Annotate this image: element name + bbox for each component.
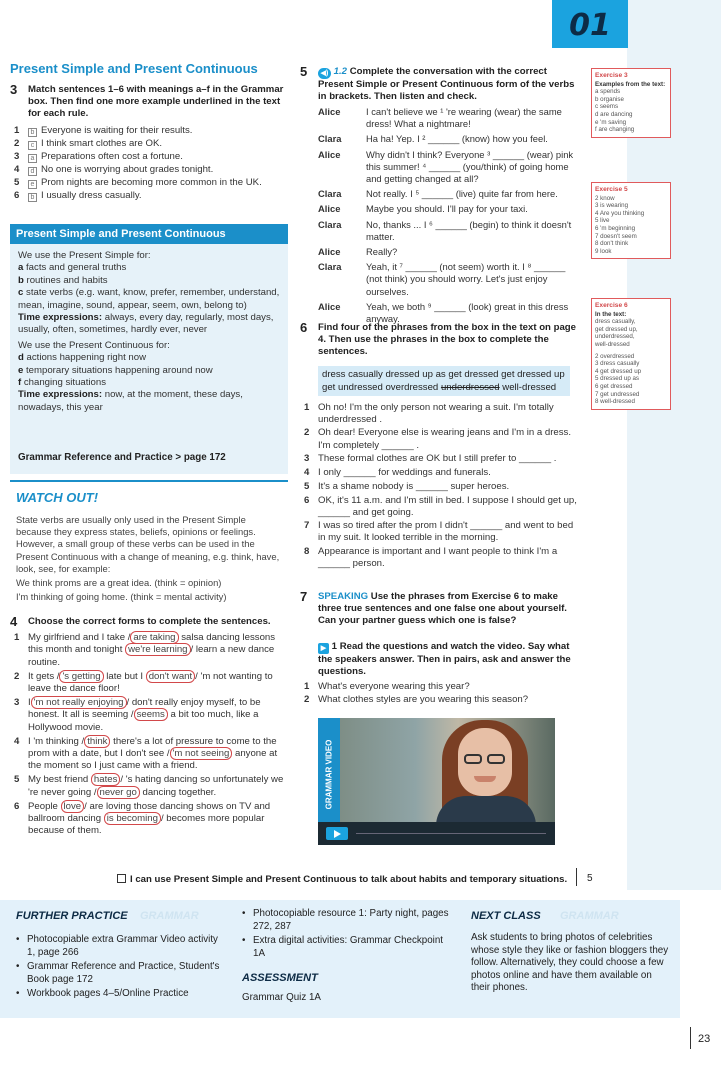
exercise-item	[300, 467, 580, 480]
answer-line: 7 get undressed	[595, 390, 640, 398]
answer-box-exercise-6: Exercise 6 In the text: dress casually, get dressed up, underdressed, well-dressed 2 overdressed 3 dress casually 4 get dressed up 5 dressed up as 6 get dressed 7 get undressed 8 well-dressed	[591, 298, 671, 410]
item-text: My best friend	[28, 774, 91, 786]
item-text: I usually dress casually.	[41, 189, 142, 201]
watch-out-text: State verbs are usually only used in the Present Simple because they express states, beliefs, opinions or feelings. However, a small group of these verbs can be used in the Present Continuous with a change of meaning, e.g. think, have, look, see, for example: We think proms are a great idea. (think = opinion) I'm thinking of going home. (think = mental activity)	[16, 514, 282, 603]
item-number: 8	[304, 545, 310, 557]
grammar-rule-f: f changing situations	[18, 377, 107, 389]
item-number: 7	[304, 520, 310, 532]
watch-out-example-1: We think proms are a great idea. (think = opinion)	[16, 577, 222, 589]
item-number: 1	[304, 402, 310, 413]
exercise-item	[300, 453, 580, 466]
play-icon[interactable]	[326, 827, 348, 840]
answer-box[interactable]: b	[28, 128, 37, 137]
exercise-item	[10, 671, 290, 695]
list-item: • Photocopiable extra Grammar Video activity 1, page 266	[16, 934, 226, 959]
further-practice-title: FURTHER PRACTICE	[16, 910, 128, 922]
item-text: It gets /	[28, 670, 60, 682]
grammar-video-player[interactable]	[318, 718, 555, 845]
circled-answer[interactable]: are taking	[130, 631, 178, 644]
item-text: dancing together.	[139, 786, 217, 798]
exercise-instruction: ◀) 1.2 Complete the conversation with the correct Present Simple or Present Continuous form of the verbs in brackets. Then listen and check.	[318, 66, 575, 103]
exercise-item	[10, 697, 290, 734]
item-text: These formal clothes are OK but I still prefer to ______ .	[318, 452, 557, 464]
answer-line: 2 know	[595, 194, 615, 202]
item-number: 2	[304, 427, 310, 439]
speaker-name: Clara	[318, 188, 342, 200]
item-number: 4	[304, 466, 310, 478]
item-text: there's a lot of pressure to come to the prom with a date, but I don't see /	[28, 735, 277, 760]
exercise-item	[10, 151, 288, 164]
item-text: Oh no! I'm the only person not wearing a suit. I'm totally underdressed .	[318, 402, 554, 426]
exercise-item	[10, 736, 290, 773]
exercise-item	[10, 774, 290, 798]
dialogue-line	[318, 203, 580, 215]
circled-answer[interactable]: seems	[134, 708, 168, 721]
exercise-item	[300, 481, 580, 494]
dialogue-text: Maybe you should. I'll pay for your taxi.	[366, 203, 528, 215]
dialogue-line	[318, 149, 580, 186]
answer-line: 4 Are you thinking	[595, 209, 645, 217]
answer-line: 8 well-dressed	[595, 398, 635, 406]
exercise-item	[300, 402, 580, 426]
answer-line: b organise	[595, 95, 624, 103]
watch-out-example-2: I'm thinking of going home. (think = mental activity)	[16, 591, 227, 603]
audio-track: 1.2	[333, 66, 348, 77]
item-number: 2	[14, 670, 20, 682]
dialogue-text: Not really. I ⁵ ______ (live) quite far from here.	[366, 188, 558, 200]
answer-box[interactable]: d	[28, 167, 37, 176]
item-text: No one is worrying about grades tonight.	[41, 163, 214, 175]
grammar-reference-link[interactable]: Grammar Reference and Practice > page 172	[18, 452, 226, 463]
answer-line: e 'm saving	[595, 118, 627, 126]
list-item: • Workbook pages 4–5/Online Practice	[16, 988, 226, 1001]
dialogue-text: Really?	[366, 246, 398, 258]
answer-box[interactable]: b	[28, 193, 37, 202]
grammar-rule-c: c state verbs (e.g. want, know, prefer, remember, understand, mean, imagine, sound, appear, seem, own, belong to)	[18, 287, 280, 311]
dialogue-text: Ha ha! Yep. I ² ______ (know) how you feel.	[366, 133, 548, 145]
grammar-box-heading: Present Simple and Present Continuous	[10, 224, 288, 244]
circled-answer[interactable]: 's getting	[59, 670, 103, 683]
item-number: 6	[14, 800, 20, 812]
phrase-line-1: dress casually dressed up as get dressed get dressed up	[322, 369, 565, 380]
item-number: 6	[14, 189, 20, 201]
answer-line: 8 don't think	[595, 240, 629, 248]
circled-answer[interactable]: is becoming	[104, 812, 161, 825]
item-text: Prom nights are becoming more common in the UK.	[41, 176, 262, 188]
dialogue-line	[318, 261, 580, 298]
time-expressions-2: Time expressions: now, at the moment, these days, nowadays, this year	[18, 389, 243, 413]
ghost-heading: GRAMMAR	[560, 910, 619, 922]
speaker-name: Alice	[318, 300, 341, 312]
item-number: 1	[14, 632, 20, 644]
students-book-page-number: 5	[587, 873, 593, 884]
item-number: 1	[14, 124, 20, 136]
grammar-box	[10, 224, 288, 474]
phrase-box	[318, 366, 570, 396]
dialogue-line	[318, 188, 580, 200]
circled-answer[interactable]: hates	[91, 773, 120, 786]
dialogue-text: Yeah, we both ⁹ ______ (look) great in this dress anyway.	[366, 300, 569, 325]
item-text: / don't really enjoy myself, to be honest. It all is seeming /	[28, 697, 261, 721]
answer-line: 3 is wearing	[595, 202, 629, 210]
answer-line: d are dancing	[595, 110, 633, 118]
exercise-item	[10, 125, 288, 138]
exercise-instruction: Choose the correct forms to complete the sentences.	[28, 616, 271, 627]
dialogue-line	[318, 133, 580, 145]
resources-list	[242, 908, 452, 962]
further-practice-list	[16, 934, 226, 1003]
video-progress-bar[interactable]	[356, 833, 546, 834]
item-text: It's a shame nobody is ______ super heroes.	[318, 480, 510, 492]
video-frame	[340, 718, 555, 822]
speaker-name: Clara	[318, 133, 342, 145]
item-text: / 'm not wanting to leave the dance floor!	[28, 670, 273, 695]
section-title: Present Simple and Present Continuous	[10, 61, 258, 76]
exercise-item	[10, 190, 288, 203]
dialogue-text: I can't believe we ¹ 're wearing (wear) the same dress! What a nightmare!	[366, 106, 562, 130]
exercise-6	[300, 322, 580, 359]
dialogue-text: No, thanks ... I ⁶ ______ (begin) to think it doesn't matter.	[366, 218, 572, 242]
answer-line: 3 dress casually	[595, 360, 640, 368]
crossed-phrase: underdressed	[440, 382, 500, 393]
item-text: anyone at the moment so I just came with a friend.	[28, 748, 278, 772]
grammar-box-text	[18, 250, 283, 414]
exercise-item	[10, 177, 288, 190]
answer-line: get dressed up,	[595, 325, 638, 333]
item-text: Oh dear! Everyone else is wearing jeans and I'm in a dress. I'm completely ______ .	[318, 427, 571, 451]
time-expressions-1: Time expressions: always, every day, regularly, most days, usually, often, sometimes, hardly ever, never	[18, 312, 274, 336]
exercise-item	[300, 427, 580, 451]
can-do-statement: I can use Present Simple and Present Continuous to talk about habits and temporary situations.	[117, 874, 567, 885]
divider	[690, 1027, 691, 1049]
item-text: OK, it's 11 a.m. and I'm still in bed. I suppose I should get up, ______ and get going.	[318, 494, 577, 519]
answer-line: 5 live	[595, 217, 610, 225]
answer-box[interactable]: e	[28, 180, 37, 189]
list-item: • Grammar Reference and Practice, Student's Book page 172	[16, 961, 226, 986]
grammar-intro-2: We use the Present Continuous for:	[18, 339, 170, 351]
answer-line: well-dressed	[595, 340, 630, 348]
answer-line: 6 get dressed	[595, 382, 633, 390]
teachers-book-page-number: 23	[698, 1033, 711, 1045]
speaker-name: Clara	[318, 218, 342, 230]
answer-line: 4 get dressed up	[595, 367, 642, 375]
exercise-item	[300, 520, 580, 544]
ghost-heading: GRAMMAR	[140, 910, 199, 922]
item-text: I think smart clothes are OK.	[41, 137, 163, 149]
exercise-item	[10, 164, 288, 177]
exercise-5	[300, 66, 580, 103]
list-item: • Extra digital activities: Grammar Checkpoint 1A	[242, 935, 452, 960]
item-number: 3	[304, 452, 310, 464]
item-text: a bit too much, like a Hollywood movie.	[28, 709, 259, 733]
dialogue-line	[318, 246, 580, 258]
circled-answer[interactable]: think	[84, 735, 110, 748]
answer-line: 9 look	[595, 247, 612, 255]
item-number: 6	[304, 494, 310, 506]
speaker-name: Alice	[318, 246, 341, 258]
grammar-intro-1: We use the Present Simple for:	[18, 250, 151, 261]
speaking-label: SPEAKING	[318, 591, 369, 602]
video-controls	[318, 822, 555, 845]
exercise-number: 4	[10, 614, 18, 629]
item-number: 5	[14, 176, 20, 188]
item-number: 4	[14, 163, 20, 175]
item-text: I 'm thinking /	[28, 735, 85, 747]
circled-answer[interactable]: never go	[97, 786, 140, 799]
dialogue-text: Why didn't I think? Everyone ³ ______ (wear) pink this summer! ⁴ ______ (you/think) of going home and getting changed at all?	[366, 148, 574, 185]
answer-line: 7 doesn't seem	[595, 232, 637, 240]
grammar-rule-e: e temporary situations happening around now	[18, 364, 213, 376]
watch-out-box	[10, 480, 288, 608]
exercise-item	[10, 801, 290, 838]
video-exercise	[300, 641, 580, 707]
exercise-item	[300, 495, 580, 519]
dialogue-line	[318, 106, 580, 130]
conversation	[318, 106, 580, 328]
answer-line: dress casually,	[595, 318, 636, 326]
item-number: 3	[14, 697, 20, 709]
grammar-rule-a: a facts and general truths	[18, 262, 127, 274]
item-text: I	[28, 697, 31, 709]
circled-answer[interactable]: love	[61, 800, 85, 813]
video-question-2: 2 What clothes styles are you wearing this season?	[304, 694, 529, 706]
assessment-title: ASSESSMENT	[242, 972, 318, 984]
answer-box[interactable]: a	[28, 154, 37, 163]
exercise-instruction: Find four of the phrases from the box in the text on page 4. Then use the phrases in the box to complete the sentences.	[318, 322, 576, 358]
item-text: Preparations often cost a fortune.	[41, 150, 183, 162]
teacher-notes	[0, 900, 680, 1018]
item-text: Appearance is important and I want people to think I'm a ______ person.	[318, 545, 558, 569]
exercise-number: 5	[300, 64, 308, 79]
circled-answer[interactable]: don't want	[146, 670, 195, 683]
speaker-name: Clara	[318, 261, 342, 273]
checkbox[interactable]	[117, 874, 126, 883]
answer-box-exercise-3: Exercise 3 Examples from the text: a spends b organise c seems d are dancing e 'm saving f are changing	[591, 68, 671, 138]
circled-answer[interactable]: 'm not seeing	[170, 747, 233, 760]
item-number: 5	[14, 774, 20, 786]
circled-answer[interactable]: we're learning	[125, 643, 190, 656]
exercise-item	[10, 632, 290, 669]
item-number: 2	[14, 137, 20, 149]
phrase-line-2: get undressed overdressed underdressed well-dressed	[322, 382, 557, 393]
exercise-number: 3	[10, 82, 18, 97]
assessment-text: Grammar Quiz 1A	[242, 992, 321, 1003]
item-text: Everyone is waiting for their results.	[41, 124, 193, 136]
item-text: / becomes more popular because of them.	[28, 813, 265, 837]
item-number: 4	[14, 735, 20, 747]
exercise-3	[10, 84, 288, 203]
item-text: late but I	[103, 670, 146, 682]
item-text: salsa dancing lessons this month and tonight	[28, 632, 276, 656]
next-class-text: Ask students to bring photos of celebrities whose style they like or fashion bloggers they follow. Alternatively, they could choose a few photos online and have them available on their phones.	[471, 932, 669, 994]
next-class-title: NEXT CLASS	[471, 910, 541, 922]
video-question-1: 1 What's everyone wearing this year?	[304, 681, 470, 693]
video-person-face	[458, 728, 512, 796]
exercise-instruction: SPEAKING Use the phrases from Exercise 6 to make three true sentences and one false one about yourself. Can your partner guess which one is false?	[318, 591, 567, 627]
item-text: My girlfriend and I take /	[28, 632, 131, 644]
exercise-instruction: Match sentences 1–6 with meanings a–f in the Grammar box. Then find one more example underlined in the text for each rule.	[28, 84, 284, 120]
divider	[576, 868, 577, 886]
speaker-name: Alice	[318, 203, 341, 215]
exercise-item	[300, 546, 580, 570]
list-item: • Photocopiable resource 1: Party night, pages 272, 287	[242, 908, 452, 933]
item-text: People	[28, 800, 61, 812]
item-text: / 's hating dancing so unfortunately we 're never going /	[28, 774, 284, 798]
item-text: / learn a new dance routine.	[28, 644, 275, 668]
answer-line: c seems	[595, 103, 619, 111]
answer-box-exercise-5: Exercise 5 2 know 3 is wearing 4 Are you thinking 5 live 6 'm beginning 7 doesn't seem 8 don't think 9 look	[591, 182, 671, 259]
item-text: I only ______ for weddings and funerals.	[318, 466, 491, 478]
audio-icon[interactable]: ◀)	[318, 68, 331, 79]
unit-number-tab: 01	[552, 0, 628, 48]
item-number: 5	[304, 480, 310, 492]
watch-out-title: WATCH OUT!	[16, 490, 99, 505]
exercise-instruction: ▶ 1 Read the questions and watch the video. Say what the speakers answer. Then in pairs, ask and answer the questions.	[318, 641, 571, 678]
dialogue-text: Yeah, it ⁷ ______ (not seem) worth it. I ⁸ ______ (not think) you should worry. Let's just enjoy ourselves.	[366, 261, 566, 297]
item-text: I was so tired after the prom I didn't ______ and went to bed in my suit. It looked terrible in the morning.	[318, 520, 574, 544]
circled-answer[interactable]: 'm not really enjoying	[31, 696, 127, 709]
answer-box[interactable]: c	[28, 141, 37, 150]
video-icon[interactable]: ▶	[318, 643, 329, 654]
answer-line: 5 dressed up as	[595, 375, 640, 383]
exercise-item	[10, 138, 288, 151]
video-side-label: GRAMMAR VIDEO	[318, 718, 340, 845]
speaker-name: Alice	[318, 106, 341, 117]
item-text: / are loving those dancing shows on TV and ballroom dancing	[28, 800, 271, 825]
grammar-rule-b: b routines and habits	[18, 274, 108, 286]
answer-line: f are changing	[595, 126, 635, 134]
exercise-7	[300, 591, 580, 628]
answer-line: underdressed,	[595, 333, 635, 341]
exercise-4	[10, 616, 290, 839]
item-number: 3	[14, 150, 20, 162]
answer-line: 6 'm beginning	[595, 224, 636, 232]
speaker-name: Alice	[318, 148, 341, 160]
exercise-number: 6	[300, 320, 308, 335]
answer-line: a spends	[595, 88, 621, 96]
exercise-number: 7	[300, 589, 308, 604]
answer-line: 2 overdressed	[595, 352, 635, 360]
dialogue-line	[318, 219, 580, 243]
grammar-rule-d: d actions happening right now	[18, 352, 147, 364]
exercise-6-items	[300, 402, 580, 571]
